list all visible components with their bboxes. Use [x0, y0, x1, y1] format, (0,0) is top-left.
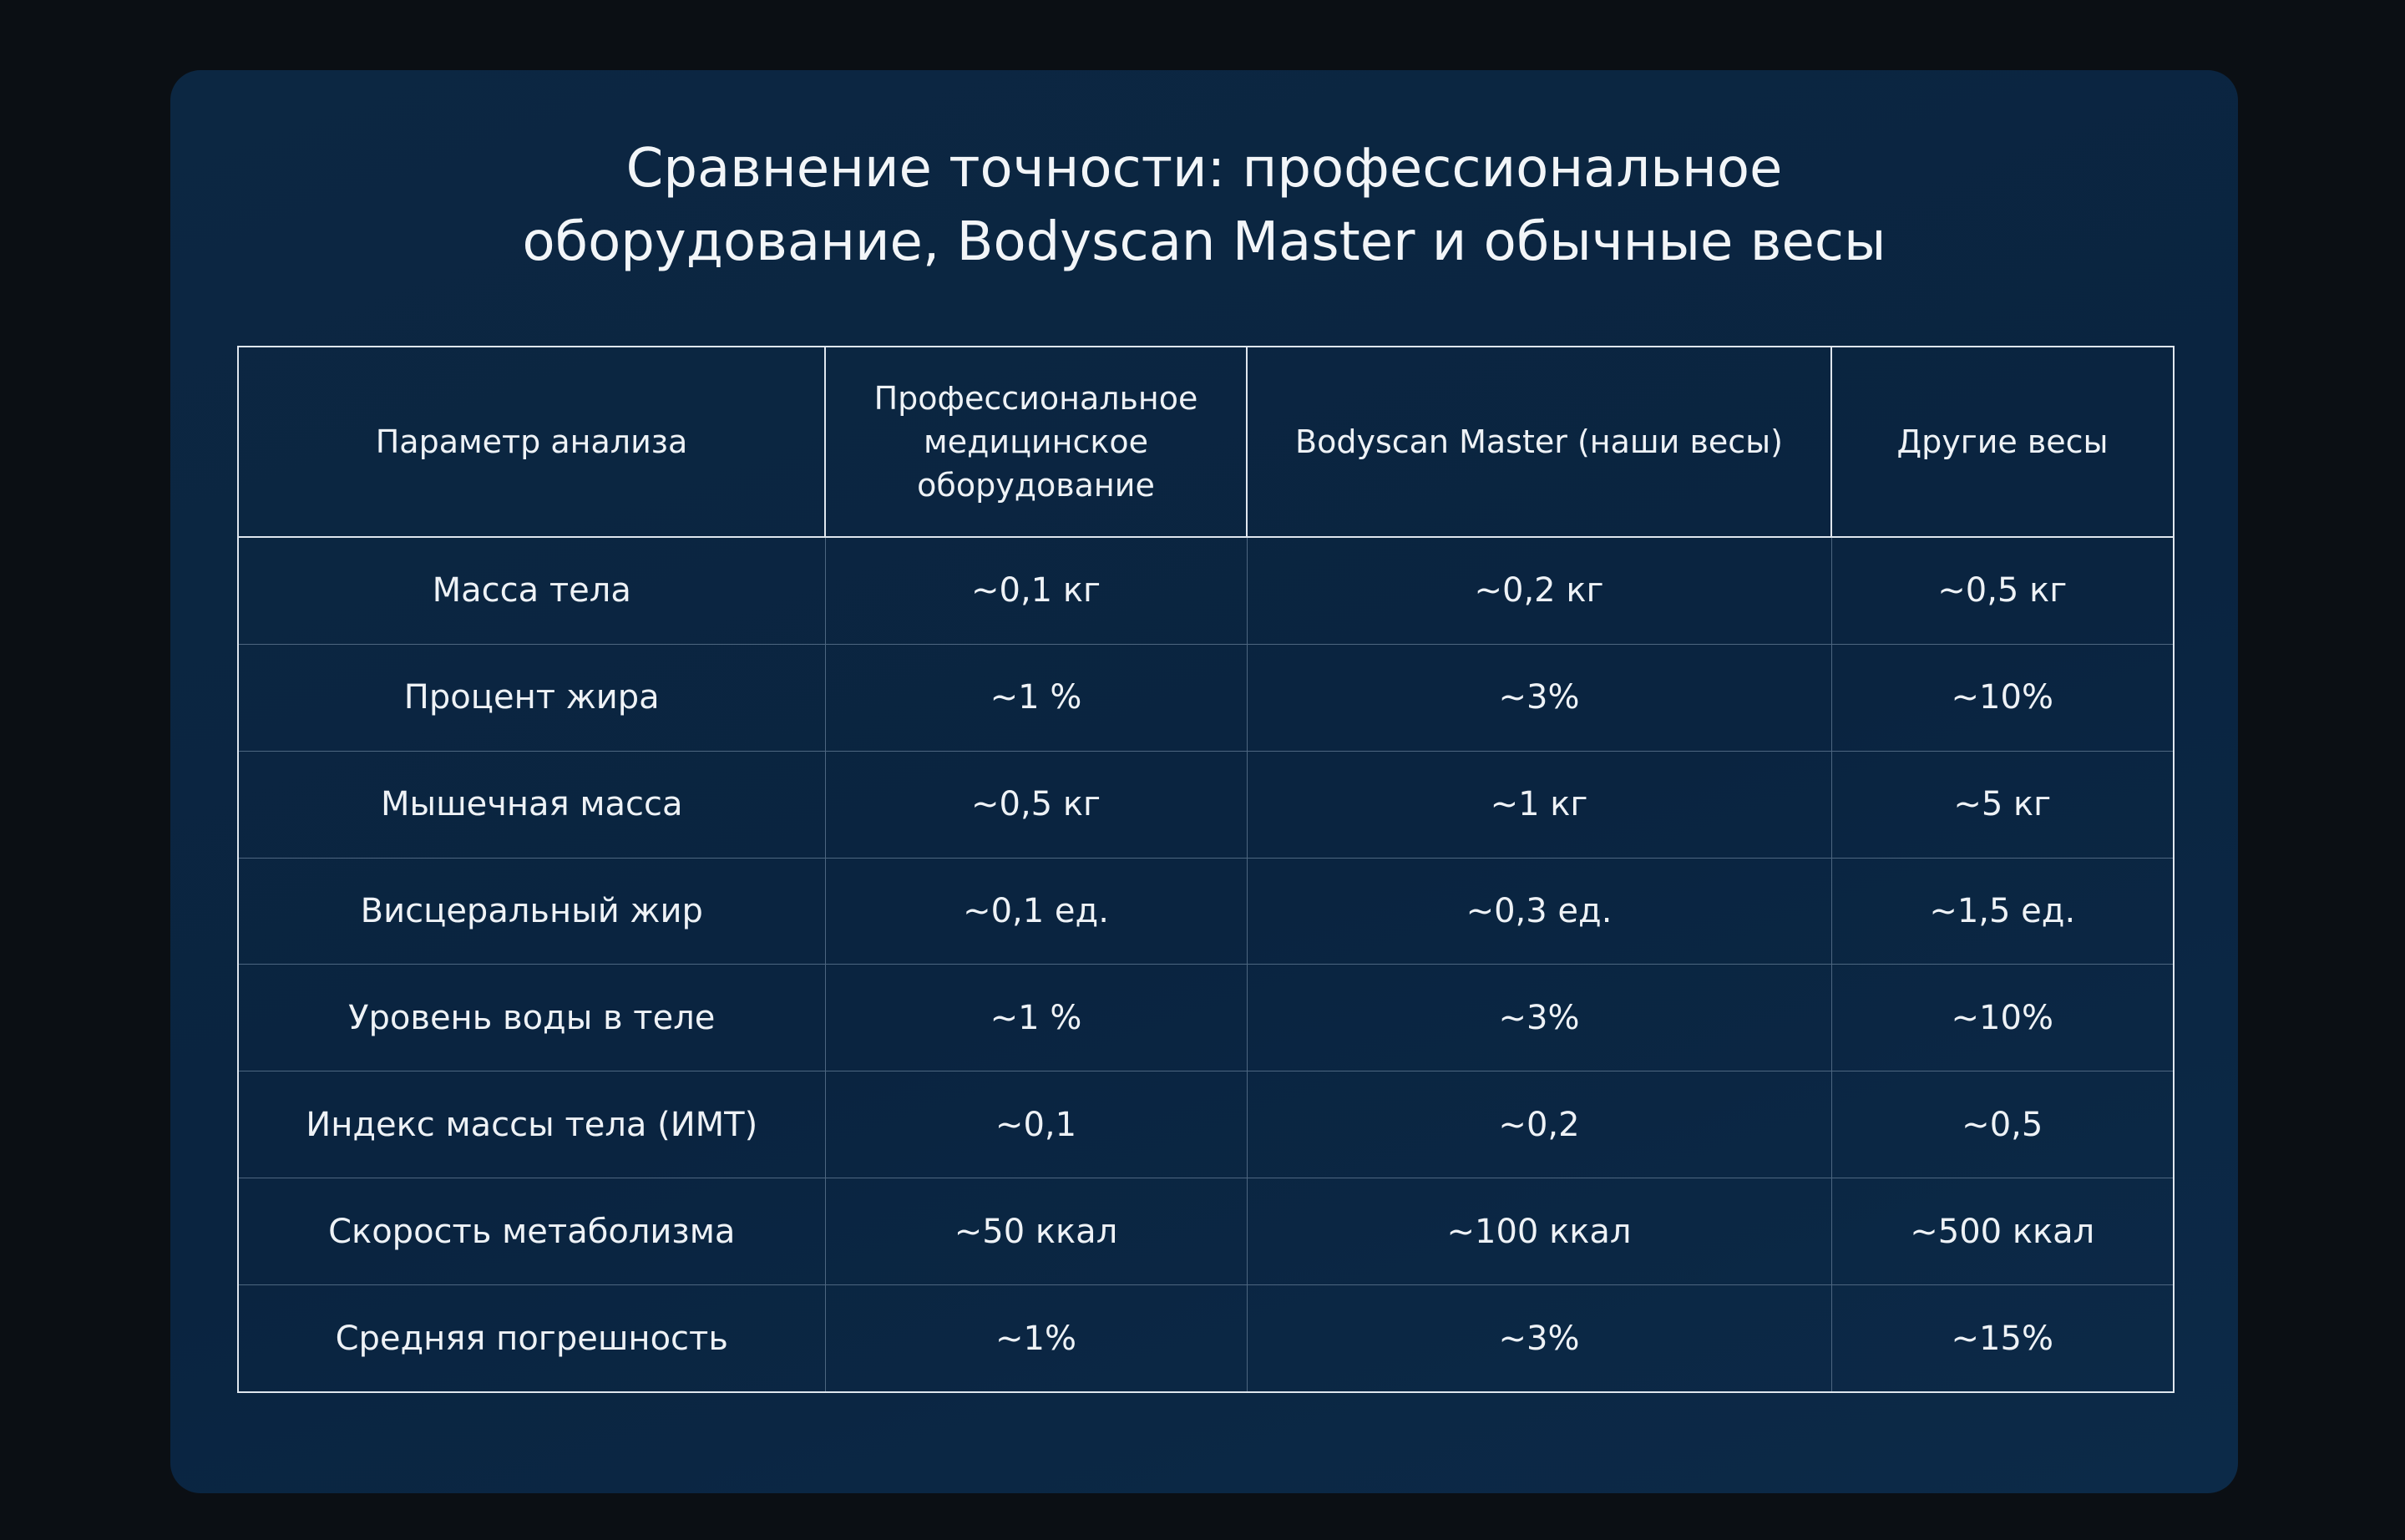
- cell-professional: ~50 ккал: [825, 1178, 1247, 1285]
- cell-bodyscan: ~3%: [1247, 1285, 1831, 1392]
- cell-parameter: Масса тела: [238, 537, 825, 644]
- cell-bodyscan: ~100 ккал: [1247, 1178, 1831, 1285]
- cell-parameter: Процент жира: [238, 644, 825, 751]
- cell-professional: ~1 %: [825, 965, 1247, 1071]
- cell-bodyscan: ~0,2 кг: [1247, 537, 1831, 644]
- cell-parameter: Висцеральный жир: [238, 858, 825, 965]
- table-row: [238, 537, 2174, 644]
- cell-other: ~1,5 ед.: [1831, 858, 2174, 965]
- header-bodyscan-master: Bodyscan Master (наши весы): [1247, 347, 1831, 537]
- cell-parameter: Уровень воды в теле: [238, 965, 825, 1071]
- cell-other: ~0,5: [1831, 1071, 2174, 1178]
- cell-professional: ~0,1 кг: [825, 537, 1247, 644]
- table-row: [238, 858, 2174, 965]
- cell-other: ~15%: [1951, 1319, 2053, 1358]
- cell-professional: ~1%: [825, 1285, 1247, 1392]
- accuracy-comparison-table: [237, 346, 2175, 1393]
- cell-other: ~500 ккал: [1831, 1178, 2174, 1285]
- table-row: [238, 965, 2174, 1071]
- header-other-scales: Другие весы: [1831, 347, 2174, 537]
- comparison-card: [170, 70, 2238, 1493]
- cell-parameter: Скорость метаболизма: [238, 1178, 825, 1285]
- cell-other: ~10%: [1831, 965, 2174, 1071]
- cell-professional: ~0,1: [825, 1071, 1247, 1178]
- cell-bodyscan: ~1 кг: [1247, 751, 1831, 858]
- cell-other: ~5 кг: [1831, 751, 2174, 858]
- table-row: [238, 1285, 2174, 1392]
- header-parameter: Параметр анализа: [238, 347, 825, 537]
- cell-professional: ~0,1 ед.: [825, 858, 1247, 965]
- table-row: [238, 1071, 2174, 1178]
- cell-parameter: Индекс массы тела (ИМТ): [238, 1071, 825, 1178]
- table-header-row: [238, 347, 2174, 537]
- table-row: [238, 1178, 2174, 1285]
- cell-professional: ~0,5 кг: [825, 751, 1247, 858]
- cell-bodyscan: ~3%: [1247, 644, 1831, 751]
- cell-parameter: Средняя погрешность: [238, 1285, 825, 1392]
- cell-bodyscan: ~0,2: [1247, 1071, 1831, 1178]
- header-professional-equipment: Профессиональное медицинское оборудование: [825, 347, 1247, 537]
- cell-other: ~0,5 кг: [1831, 537, 2174, 644]
- table-row: [238, 751, 2174, 858]
- cell-parameter: Мышечная масса: [238, 751, 825, 858]
- page-title: [170, 132, 2238, 279]
- table-row: [238, 644, 2174, 751]
- cell-bodyscan: ~0,3 ед.: [1247, 858, 1831, 965]
- title-line-1: Сравнение точности: профессиональное: [625, 138, 1783, 200]
- title-line-2: оборудование, Bodyscan Master и обычные весы: [522, 211, 1886, 273]
- cell-other: ~10%: [1831, 644, 2174, 751]
- cell-professional: ~1 %: [825, 644, 1247, 751]
- cell-bodyscan: ~3%: [1247, 965, 1831, 1071]
